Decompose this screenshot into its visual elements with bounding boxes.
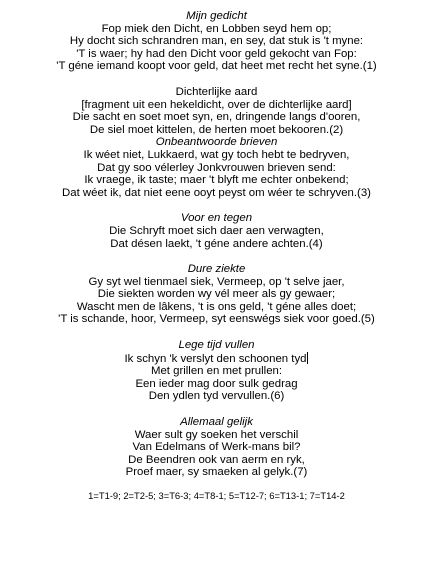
poem-line: 'T is schande, hoor, Vermeep, syt eenswégs siek voor goed.(5) <box>58 313 375 326</box>
poem-line: Die siekten worden wy vél meer als gy gewaer; <box>97 288 336 301</box>
poem-title: Onbeantwoorde brieven <box>155 136 278 149</box>
poem-line: Den ydlen tyd vervullen.(6) <box>148 390 285 403</box>
poem-line: Een ieder mag door sulk gedrag <box>135 377 298 390</box>
poem-line: Dat désen laekt, 't géne andere achten.(4) <box>110 237 323 250</box>
stanza-gap <box>0 403 433 416</box>
source-footnote: 1=T1-9; 2=T2-5; 3=T6-3; 4=T8-1; 5=T12-7; 6=T13-1; 7=T14-2 <box>88 490 345 501</box>
stanza-gap <box>0 326 433 339</box>
poem-line: Proef maer, sy smaeken al gelyk.(7) <box>125 466 308 479</box>
poem-title: Dichterlijke aard <box>175 85 258 98</box>
poem-title: Voor en tegen <box>180 212 253 225</box>
stanza-gap <box>0 250 433 263</box>
poem-line: Gy syt wel tienmael siek, Vermeep, op 't selve jaer, <box>88 275 345 288</box>
poem-line: De Beendren ook van aerm en ryk, <box>128 453 305 466</box>
poem-line: De siel moet kittelen, de herten moet bekooren.(2) <box>89 123 344 136</box>
poem-title: Dure ziekte <box>187 263 246 276</box>
poem-line: 'T géne iemand koopt voor geld, dat heet met recht het syne.(1) <box>56 60 377 73</box>
stanza-gap <box>0 73 433 86</box>
poem-line: Die Schryft moet sich daer aen verwagten, <box>109 224 324 237</box>
poem-line: Met grillen en met prullen: <box>150 365 283 378</box>
poem-line: Waer sult gy soeken het verschil <box>134 428 299 441</box>
poem-title: Mijn gedicht <box>186 10 247 22</box>
document-page <box>0 10 433 503</box>
poem-line: Fop miek den Dicht, en Lobben seyd hem op; <box>101 22 332 35</box>
poem-title: Allemaal gelijk <box>180 416 253 429</box>
poem-line: [fragment uit een hekeldicht, over de dichterlijke aard] <box>81 98 352 111</box>
text-caret <box>307 352 308 364</box>
poem-line: Dat wéet ik, dat niet eene ooyt peyst om wéer te schryven.(3) <box>62 186 371 199</box>
poem-line: Wascht men de lâkens, 't is ons geld, 't géne alles doet; <box>76 300 357 313</box>
stanza-gap <box>0 199 433 212</box>
poem-line: Ik vraege, ik taste; maer 't blyft me echter onbekend; <box>84 174 349 187</box>
poem-line: Hy docht sich schrandren man, en sey, dat stuk is 't myne: <box>69 35 364 48</box>
poem-line: Dat gy soo vélerley Jonkvrouwen brieven send: <box>97 161 336 174</box>
poem-line: Van Edelmans of Werk-mans bil? <box>132 441 301 454</box>
poem-line-text: Ik schyn 'k verslyt den schoonen tyd <box>124 352 307 365</box>
poem-line: Ik wéet niet, Lukkaerd, wat gy toch hebt te bedryven, <box>83 148 350 161</box>
poem-title: Lege tijd vullen <box>178 339 255 352</box>
poem-line: Die sacht en soet moet syn, en, dringende langs d'ooren, <box>72 111 361 124</box>
poem-line-with-caret[interactable] <box>0 352 433 366</box>
poem-line: 'T is waer; hy had den Dicht voor geld gekocht van Fop: <box>76 47 357 60</box>
